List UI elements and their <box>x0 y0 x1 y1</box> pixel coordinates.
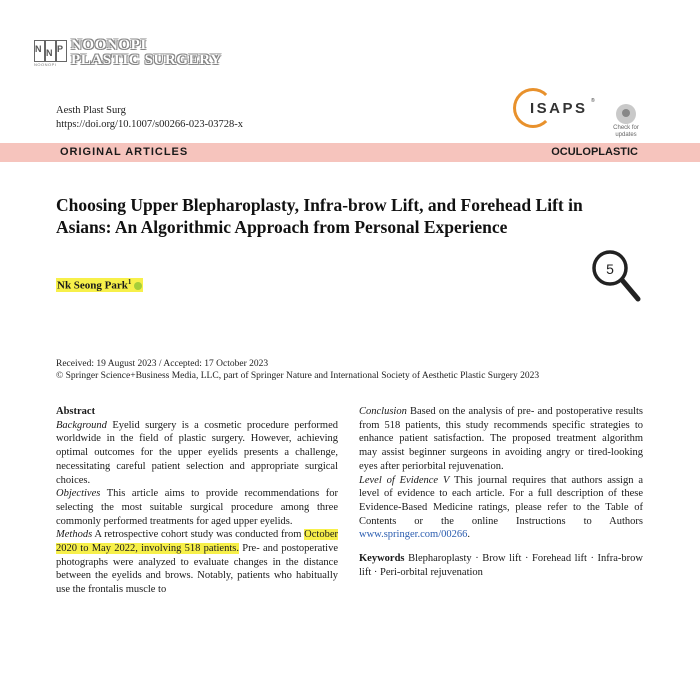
orcid-icon[interactable] <box>134 282 142 290</box>
received-accepted: Received: 19 August 2023 / Accepted: 17 October 2023 <box>56 359 269 369</box>
conclusion-label: Conclusion <box>359 406 407 417</box>
background-text: Eyelid surgery is a cosmetic procedure performed worldwide in the field of plastic surgery. However, achieving optimal outcomes for the upper eyelids presents a challenge, necessitating careful patient selection and appropriate surgical choices. <box>56 419 338 486</box>
logo-text <box>71 38 222 68</box>
logo-sub: NOONOPI <box>34 62 57 67</box>
author-name: Nk Seong Park <box>57 279 128 292</box>
isaps-text: ISAPS <box>530 100 588 117</box>
doi-link[interactable]: https://doi.org/10.1007/s00266-023-03728-x <box>56 119 244 130</box>
springer-link[interactable]: www.springer.com/00266 <box>359 529 468 541</box>
journal-info <box>56 104 243 132</box>
keywords-text: Blepharoplasty · Brow lift · Forehead lift · Infra-brow lift · Peri-orbital rejuvenation <box>359 553 643 578</box>
banner-section-left: ORIGINAL ARTICLES <box>60 146 189 158</box>
methods-text-a: A retrospective cohort study was conducted from <box>92 529 305 541</box>
methods-highlight: October 2020 to May 2022, involving 518 patients. <box>56 529 338 555</box>
keywords <box>359 552 643 579</box>
abstract-right-column <box>359 405 643 579</box>
keywords-label: Keywords <box>359 553 405 565</box>
check-updates-line-2: updates <box>615 132 637 138</box>
methods-label: Methods <box>56 529 93 541</box>
loe-text: This journal requires that authors assign a level of evidence to each article. For a full description of these Evidence-Based Medicine ratings, please refer to the Table of Contents or the online Instructions to Authors <box>359 474 643 527</box>
objectives-text: This article aims to provide recommendations for selecting the most suitable surgical procedure among three commonly performed treatments for aged upper eyelids. <box>56 488 338 527</box>
abstract-left-column <box>56 405 338 597</box>
article-title: Choosing Upper Blepharoplasty, Infra-brow Lift, and Forehead Lift in Asians: An Algorithmic Approach from Personal Experience <box>56 195 583 237</box>
abstract-heading: Abstract <box>56 406 96 417</box>
logo-letter: N <box>46 48 53 58</box>
check-updates-line-1: Check for <box>613 125 639 131</box>
conclusion-text: Based on the analysis of pre- and postoperative results from 518 patients, this study recommends specific strategies to enhance patient satisfaction. The proposed treatment algorithm may assist beginner surgeons in avoiding angry or tired-looking eyes after periorbital rejuvenation. <box>359 406 643 472</box>
logo-letter: N <box>35 44 42 54</box>
background-label: Background <box>56 419 107 431</box>
abstract-objectives <box>56 487 338 528</box>
methods-text-b: Pre- and postoperative photographs were analyzed to evaluate changes in the distance between the eyelids and brows. Notably, patients who habitually use the frontalis muscle to <box>56 543 338 596</box>
logo-line-2: PLASTIC SURGERY <box>71 52 222 68</box>
logo-line-1: NOONOPI <box>71 37 147 53</box>
magnifier-number: 5 <box>606 261 614 277</box>
article-dates <box>56 358 539 382</box>
objectives-label: Objectives <box>56 488 101 500</box>
check-for-updates-button[interactable] <box>608 104 644 139</box>
author[interactable] <box>56 278 143 292</box>
banner-section-right: OCULOPLASTIC <box>551 146 638 158</box>
isaps-registered: ® <box>591 98 595 104</box>
publisher-logo <box>34 38 222 68</box>
loe-end: . <box>467 529 471 541</box>
magnifier-icon <box>589 247 643 305</box>
logo-mark <box>34 38 68 68</box>
journal-name: Aesth Plast Surg <box>56 105 126 116</box>
logo-letter: P <box>57 44 64 54</box>
copyright: © Springer Science+Business Media, LLC, part of Springer Nature and International Society of Aesthetic Plastic Surgery 2023 <box>56 371 540 381</box>
author-affiliation: 1 <box>127 278 132 286</box>
abstract-methods <box>56 528 338 597</box>
loe-label: Level of Evidence V <box>359 474 450 486</box>
level-of-evidence <box>359 474 643 543</box>
abstract-background <box>56 419 338 488</box>
abstract-conclusion <box>359 405 643 474</box>
check-updates-icon <box>616 104 636 124</box>
isaps-logo <box>513 88 597 132</box>
check-updates-label <box>608 125 644 139</box>
